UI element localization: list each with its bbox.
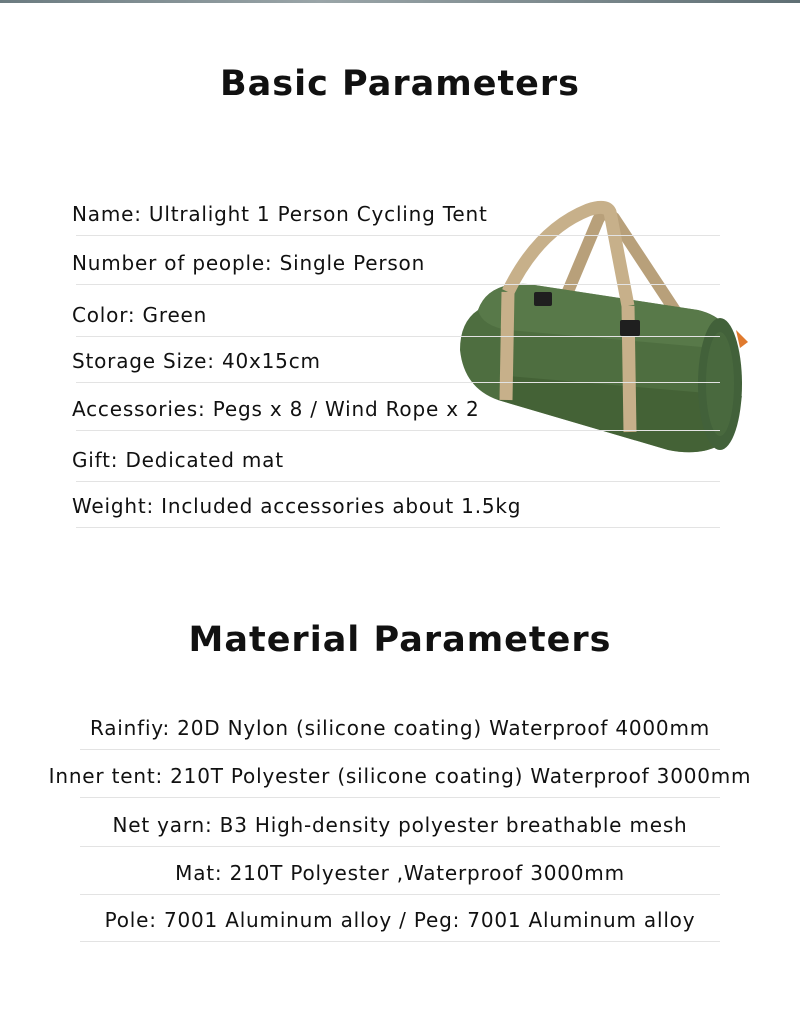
param-storage-size-text: Storage Size: 40x15cm	[72, 349, 321, 373]
material-inner-tent-text: Inner tent: 210T Polyester (silicone coating) Waterproof 3000mm	[48, 764, 752, 788]
param-storage-size-row	[72, 349, 720, 379]
material-mat-text: Mat: 210T Polyester ,Waterproof 3000mm	[175, 861, 625, 885]
divider	[80, 797, 720, 798]
param-name-text: Name: Ultralight 1 Person Cycling Tent	[72, 202, 488, 226]
param-gift-text: Gift: Dedicated mat	[72, 448, 284, 472]
basic-parameters-title: Basic Parameters	[219, 64, 581, 104]
param-weight-text: Weight: Included accessories about 1.5kg	[72, 494, 522, 518]
param-accessories-row	[72, 397, 720, 427]
param-color-row	[72, 303, 720, 333]
param-weight-row	[72, 494, 720, 524]
divider	[76, 336, 720, 337]
divider	[80, 846, 720, 847]
divider	[76, 481, 720, 482]
param-people-row	[72, 251, 720, 281]
material-mat-row	[0, 861, 800, 891]
divider	[76, 527, 720, 528]
material-net-yarn-row	[0, 813, 800, 843]
divider	[80, 749, 720, 750]
divider	[76, 235, 720, 236]
material-rainfly-text: Rainfiy: 20D Nylon (silicone coating) Waterproof 4000mm	[89, 716, 711, 740]
param-people-text: Number of people: Single Person	[72, 251, 426, 275]
material-parameters-title: Material Parameters	[188, 620, 612, 660]
divider	[80, 894, 720, 895]
param-gift-row	[72, 448, 720, 478]
material-pole-text: Pole: 7001 Aluminum alloy / Peg: 7001 Aluminum alloy	[104, 908, 696, 932]
material-inner-tent-row	[0, 764, 800, 794]
divider	[80, 941, 720, 942]
param-color-text: Color: Green	[72, 303, 208, 327]
param-accessories-text: Accessories: Pegs x 8 / Wind Rope x 2	[72, 397, 480, 421]
top-border-strip	[0, 0, 800, 3]
param-name-row	[72, 202, 720, 232]
material-rainfly-row	[0, 716, 800, 746]
material-pole-row	[0, 908, 800, 938]
divider	[76, 284, 720, 285]
divider	[76, 382, 720, 383]
material-net-yarn-text: Net yarn: B3 High-density polyester breathable mesh	[112, 813, 688, 837]
divider	[76, 430, 720, 431]
